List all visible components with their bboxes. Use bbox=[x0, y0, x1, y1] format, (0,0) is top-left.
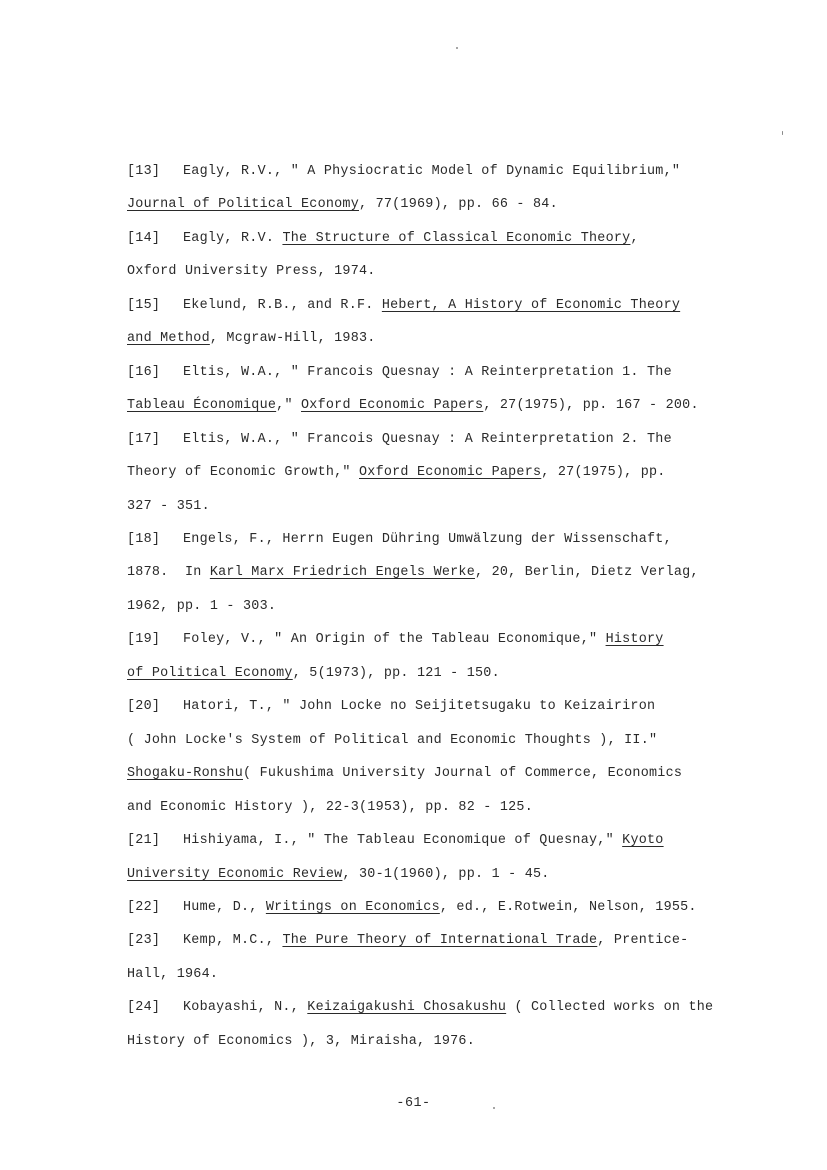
reference-text: ( John Locke's System of Political and Economic Thoughts ), II." bbox=[127, 732, 658, 748]
reference-text: 1962, pp. 1 - 303. bbox=[127, 598, 277, 614]
reference-continuation-line bbox=[127, 397, 727, 415]
reference-continuation-line bbox=[127, 263, 727, 281]
reference-text: Theory of Economic Growth," bbox=[127, 465, 359, 481]
underlined-title: Karl Marx Friedrich Engels Werke bbox=[209, 565, 476, 581]
reference-text: Engels, F., Herrn Eugen Dühring Umwälzung der Wissenschaft, bbox=[183, 532, 672, 547]
reference-number: [24] bbox=[127, 1000, 161, 1016]
reference-first-line bbox=[127, 230, 727, 248]
reference-first-line bbox=[127, 364, 727, 382]
reference-continuation-line bbox=[127, 464, 727, 482]
reference-first-line bbox=[127, 832, 727, 850]
underlined-title: and Method bbox=[127, 331, 210, 347]
reference-text: Kemp, M.C., bbox=[183, 933, 283, 949]
reference-text: , Prentice- bbox=[597, 933, 689, 949]
underlined-title: Oxford Economic Papers bbox=[301, 398, 484, 414]
reference-text: , 27(1975), pp. 167 - 200. bbox=[483, 398, 699, 414]
scan-speck bbox=[493, 1107, 495, 1109]
underlined-title: The Pure Theory of International Trade bbox=[282, 933, 598, 949]
reference-continuation-line bbox=[127, 866, 727, 884]
reference-first-line bbox=[127, 698, 727, 716]
reference-continuation-line bbox=[127, 966, 727, 984]
reference-first-line bbox=[127, 297, 727, 315]
reference-text: , 5(1973), pp. 121 - 150. bbox=[292, 665, 500, 681]
reference-number: [20] bbox=[127, 699, 161, 715]
reference-text: 327 - 351. bbox=[127, 498, 210, 514]
reference-first-line bbox=[127, 631, 727, 649]
reference-text: 1878. In bbox=[127, 565, 210, 581]
reference-text: Eltis, W.A., " Francois Quesnay : A Reinterpretation 1. The bbox=[183, 364, 672, 380]
reference-number: [21] bbox=[127, 833, 161, 848]
underlined-title: of Political Economy bbox=[127, 665, 293, 681]
reference-continuation-line bbox=[127, 564, 727, 582]
reference-text: ( Collected works on the bbox=[506, 1000, 714, 1016]
underlined-title: Journal of Political Economy bbox=[127, 197, 359, 213]
reference-text: History of Economics ), 3, Miraisha, 1976. bbox=[127, 1033, 475, 1049]
reference-number: [19] bbox=[127, 632, 161, 648]
reference-continuation-line bbox=[127, 732, 727, 750]
reference-continuation-line bbox=[127, 330, 727, 348]
reference-number: [13] bbox=[127, 164, 161, 179]
reference-text: Eagly, R.V. bbox=[183, 230, 283, 246]
reference-number: [16] bbox=[127, 364, 161, 380]
reference-first-line bbox=[127, 431, 727, 449]
scan-speck bbox=[782, 131, 783, 135]
reference-text: , 30-1(1960), pp. 1 - 45. bbox=[342, 866, 550, 882]
reference-number: [22] bbox=[127, 899, 161, 915]
reference-continuation-line bbox=[127, 196, 727, 214]
reference-first-line bbox=[127, 932, 727, 950]
reference-number: [17] bbox=[127, 431, 161, 447]
reference-text: Eltis, W.A., " Francois Quesnay : A Reinterpretation 2. The bbox=[183, 431, 672, 447]
reference-text: ," bbox=[276, 398, 302, 414]
reference-continuation-line bbox=[127, 498, 727, 516]
reference-text: ( Fukushima University Journal of Commerce, Economics bbox=[243, 766, 683, 782]
reference-text: Hume, D., bbox=[183, 899, 266, 915]
underlined-title: Oxford Economic Papers bbox=[359, 465, 542, 481]
scan-speck bbox=[456, 47, 458, 49]
reference-continuation-line bbox=[127, 665, 727, 683]
underlined-title: History bbox=[605, 632, 664, 648]
underlined-title: Kyoto bbox=[622, 833, 664, 848]
underlined-title: University Economic Review bbox=[127, 866, 343, 882]
page-number: -61- bbox=[396, 1096, 431, 1111]
reference-text: Hishiyama, I., " The Tableau Economique of Quesnay," bbox=[183, 833, 623, 848]
reference-text: Hall, 1964. bbox=[127, 966, 219, 982]
underlined-title: Keizaigakushi Chosakushu bbox=[307, 1000, 507, 1016]
reference-first-line bbox=[127, 531, 727, 549]
reference-text: Ekelund, R.B., and R.F. bbox=[183, 297, 382, 313]
reference-number: [18] bbox=[127, 532, 161, 547]
reference-text: and Economic History ), 22-3(1953), pp. 82 - 125. bbox=[127, 799, 533, 815]
underlined-title: The Structure of Classical Economic Theory bbox=[282, 230, 631, 246]
reference-number: [14] bbox=[127, 230, 161, 246]
underlined-title: Hebert, A History of Economic Theory bbox=[381, 297, 681, 313]
reference-text: Hatori, T., " John Locke no Seijitetsugaku to Keizairiron bbox=[183, 699, 656, 715]
reference-text: , Mcgraw-Hill, 1983. bbox=[209, 331, 376, 347]
reference-text: , bbox=[630, 230, 639, 246]
reference-first-line bbox=[127, 999, 727, 1017]
reference-number: [15] bbox=[127, 297, 161, 313]
underlined-title: Tableau Économique bbox=[127, 398, 277, 414]
reference-text: , 77(1969), pp. 66 - 84. bbox=[359, 197, 558, 213]
reference-text: , 27(1975), pp. bbox=[541, 465, 666, 481]
reference-continuation-line bbox=[127, 1033, 727, 1051]
underlined-title: Shogaku-Ronshu bbox=[127, 766, 243, 782]
reference-text: , 20, Berlin, Dietz Verlag, bbox=[475, 565, 699, 581]
underlined-title: Writings on Economics bbox=[265, 899, 440, 915]
reference-text: , ed., E.Rotwein, Nelson, 1955. bbox=[439, 899, 697, 915]
reference-number: [23] bbox=[127, 933, 161, 949]
reference-continuation-line bbox=[127, 799, 727, 817]
reference-continuation-line bbox=[127, 598, 727, 616]
reference-first-line bbox=[127, 163, 727, 181]
reference-text: Kobayashi, N., bbox=[183, 1000, 308, 1016]
reference-text: Foley, V., " An Origin of the Tableau Economique," bbox=[183, 632, 606, 648]
reference-text: Eagly, R.V., " A Physiocratic Model of Dynamic Equilibrium," bbox=[183, 164, 681, 179]
reference-first-line bbox=[127, 899, 727, 917]
reference-continuation-line bbox=[127, 765, 727, 783]
reference-text: Oxford University Press, 1974. bbox=[127, 264, 376, 280]
